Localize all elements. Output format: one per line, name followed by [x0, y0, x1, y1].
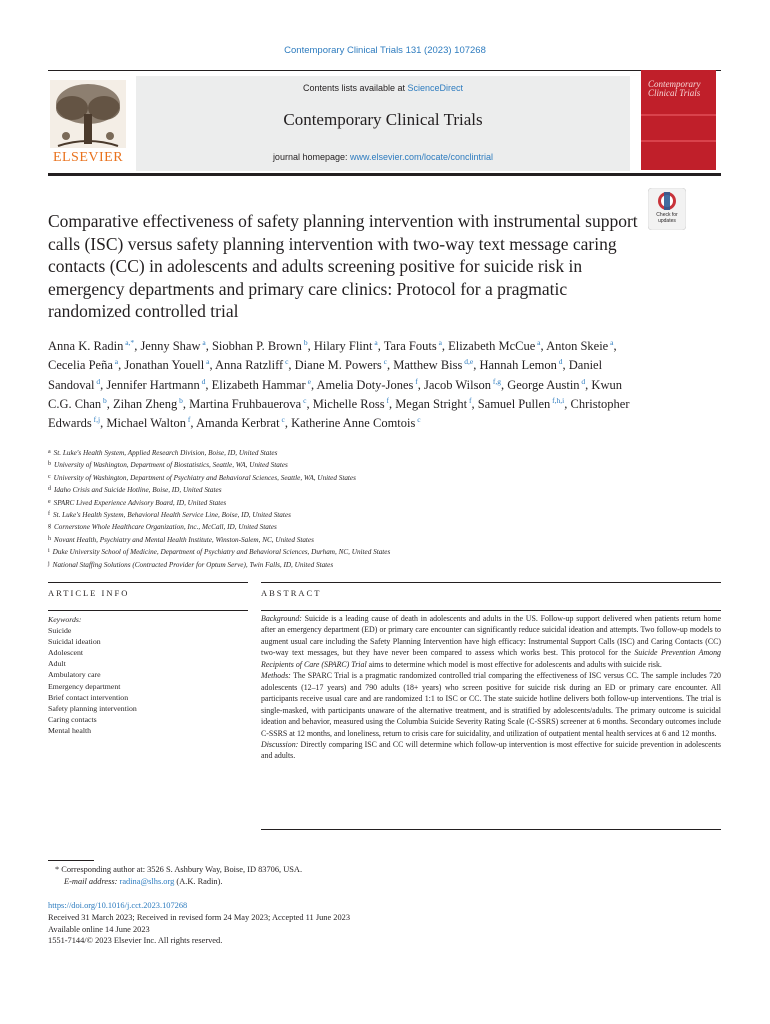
footnote-rule	[48, 860, 94, 861]
author-affiliation-marker[interactable]: a	[200, 338, 206, 347]
article-title: Comparative effectiveness of safety planning intervention with instrumental support calls (ISC) versus safety planning intervention with two-way text message caring contacts (CC) in adolescents and adults screening positive for suicide risk in emergency departments and primary care clinics: Protocol for a pragmatic randomized controlled trial	[48, 211, 638, 321]
contents-prefix: Contents lists available at	[302, 83, 408, 93]
corresponding-address: Corresponding author at: 3526 S. Ashbury Way, Boise, ID 83706, USA.	[61, 865, 303, 874]
email-tail: (A.K. Radin).	[174, 877, 223, 887]
keyword-item: Adolescent	[48, 648, 84, 658]
affiliation-marker: j	[48, 560, 50, 567]
keyword-item: Mental health	[48, 725, 92, 735]
abstract-body	[261, 613, 721, 762]
affiliation-text: St. Luke's Health System, Behavioral Health Service Line, Boise, ID, United States	[53, 511, 291, 520]
keywords-block	[48, 614, 248, 736]
author-affiliation-marker[interactable]: f,g	[490, 376, 501, 386]
author-name[interactable]: Jonathan Youell	[124, 358, 205, 373]
author-name[interactable]: Cecelia Peña	[48, 358, 113, 373]
affiliation-item	[48, 521, 708, 533]
elsevier-wordmark[interactable]: ELSEVIER	[52, 150, 124, 165]
abstract-methods	[261, 670, 721, 739]
discussion-label: Discussion:	[261, 739, 299, 749]
author-name[interactable]: Amelia Doty-Jones	[316, 377, 414, 392]
corresponding-author-footnote	[48, 864, 708, 888]
abstract-discussion	[261, 739, 721, 762]
author-affiliation-marker[interactable]: f	[467, 396, 472, 406]
journal-homepage-link[interactable]: www.elsevier.com/locate/conclintrial	[350, 152, 494, 162]
email-label: E-mail address:	[64, 877, 118, 887]
homepage-prefix: journal homepage:	[272, 152, 350, 162]
cover-stripe	[641, 114, 716, 116]
homepage-line	[136, 152, 630, 162]
author-name[interactable]: Hannah Lemon	[479, 358, 557, 373]
keyword-item: Ambulatory care	[48, 670, 101, 680]
abstract-inner-rule	[261, 610, 721, 611]
author-name[interactable]: Zihan Zheng	[113, 397, 178, 412]
author-affiliation-marker[interactable]: c	[415, 415, 421, 425]
discussion-text: Directly comparing ISC and CC will determine which follow-up intervention is most effective for suicide prevention in adolescents and adults.	[261, 739, 721, 761]
affiliation-marker: h	[48, 535, 51, 542]
author-affiliation-marker[interactable]: c	[283, 357, 289, 367]
affiliation-item	[48, 559, 708, 571]
author-list: Anna K. Radin $^{a,*}$, Jenny Shaw $^a$, Siobhan P. Brown $^b$, Hilary Flint $^a$, Tara Fouts $^a$, Elizabeth McCue $^a$, Anton Skeie $^a$, Cecelia Peña $^a$, Jonathan Youell $^a$, Anna Ratzliff $^c$, Diane M. Powers $^c$, Matthew Biss $^{d,e}$, Hannah Lemon $^d$, Daniel Sandoval $^d$, Jennifer Hartmann $^d$, Elizabeth Hammar $^e$, Amelia Doty-Jones $^f$, Jacob Wilson $^{f,g}$, George Austin $^d$, Kwun C.G. Chan $^b$, Zihan Zheng $^b$, Martina Fruhbauerova $^c$, Michelle Ross $^f$, Megan Stright $^f$, Samuel Pullen $^{f,h,i}$, Christopher Edwards $^{f,j}$, Michael Walton $^f$, Amanda Kerbrat $^c$, Katherine Anne Comtois $^c$	[48, 338, 630, 431]
author-affiliation-marker[interactable]: f	[384, 396, 389, 406]
author-affiliation-marker[interactable]: f,j	[91, 415, 101, 425]
author-affiliation-marker[interactable]: a	[436, 338, 442, 347]
author-name[interactable]: Elizabeth McCue	[448, 339, 536, 354]
author-name[interactable]: Siobhan P. Brown	[211, 339, 302, 354]
author-name[interactable]: Katherine Anne Comtois	[291, 416, 416, 431]
author-affiliation-marker[interactable]: f	[413, 376, 418, 386]
affiliation-text: SPARC Lived Experience Advisory Board, ID, United States	[53, 498, 227, 507]
author-name[interactable]: Diane M. Powers	[294, 358, 382, 373]
author-affiliation-marker[interactable]: b	[101, 396, 107, 406]
author-affiliation-marker[interactable]: b	[177, 396, 183, 406]
author-name[interactable]: George Austin	[507, 377, 580, 392]
background-text: Suicide is a leading cause of death in adolescents and adults in the US. Follow-up support delivered when patients return home after an emergency department (ED) or primary care encounter can significantly reduce suicidal ideation and attempts. Two follow-up models to augment usual care including the Safety Planning Intervention have high efficacy: Instrumental Support Calls (ISC) and Caring Contacts (CC) two-way text messages, but they have never been compared to assess which works best. This protocol for the	[261, 614, 721, 658]
author-name[interactable]: Samuel Pullen	[477, 397, 551, 412]
author-name[interactable]: Christopher Edwards	[48, 397, 630, 431]
keyword-item: Suicidal ideation	[48, 637, 101, 647]
author-affiliation-marker[interactable]: d	[199, 376, 206, 386]
author-name[interactable]: Amanda Kerbrat	[195, 416, 280, 431]
author-name[interactable]: Daniel Sandoval	[48, 358, 603, 392]
affiliation-item	[48, 497, 708, 509]
author-affiliation-marker[interactable]: b	[301, 338, 308, 347]
author-affiliation-marker[interactable]: f	[186, 415, 191, 425]
author-affiliation-marker[interactable]: c	[301, 396, 307, 406]
affiliation-marker: b	[48, 461, 51, 468]
author-name[interactable]: Kwun C.G. Chan	[48, 377, 622, 412]
author-affiliation-marker[interactable]: a	[535, 338, 541, 347]
author-affiliation-marker[interactable]: d	[579, 376, 586, 386]
affiliation-list	[48, 447, 708, 571]
affiliation-marker: f	[48, 511, 50, 518]
affiliation-item	[48, 484, 708, 496]
author-affiliation-marker[interactable]: a,*	[123, 338, 135, 347]
keyword-item: Emergency department	[48, 681, 121, 691]
affiliation-marker: a	[48, 449, 51, 455]
background-label: Background:	[261, 614, 302, 623]
abstract-heading: ABSTRACT	[261, 588, 322, 598]
author-name[interactable]: Martina Fruhbauerova	[189, 397, 302, 412]
author-name[interactable]: Jenny Shaw	[140, 339, 201, 354]
doi-link[interactable]: https://doi.org/10.1016/j.cct.2023.107268	[48, 901, 188, 910]
keyword-item: Adult	[48, 659, 66, 669]
affiliation-text: Idaho Crisis and Suicide Hotline, Boise, ID, United States	[54, 486, 222, 495]
affiliation-marker: e	[48, 498, 51, 505]
author-affiliation-marker[interactable]: d	[94, 376, 101, 386]
cover-stripe	[641, 140, 716, 142]
keyword-item: Brief contact intervention	[48, 692, 129, 702]
affiliation-text: University of Washington, Department of Biostatistics, Seattle, WA, United States	[54, 461, 288, 470]
background-trial-name: Suicide Prevention Among Recipients of Care (SPARC) Trial	[261, 648, 721, 669]
affiliation-text: University of Washington, Department of Psychiatry and Behavioral Sciences, Seattle, WA, United States	[53, 473, 356, 482]
affiliation-marker: c	[48, 473, 51, 480]
author-name[interactable]: Megan Stright	[395, 397, 468, 412]
author-name[interactable]: Jacob Wilson	[423, 377, 491, 392]
affiliation-marker: i	[48, 548, 50, 555]
author-affiliation-marker[interactable]: c	[381, 357, 388, 367]
affiliation-text: St. Luke's Health System, Applied Research Division, Boise, ID, United States	[53, 449, 278, 457]
journal-cover-image[interactable]	[641, 70, 716, 170]
journal-title: Contemporary Clinical Trials	[283, 110, 483, 129]
author-affiliation-marker[interactable]: c	[279, 415, 285, 425]
affiliation-marker: g	[48, 523, 51, 530]
masthead-top-rule	[48, 70, 721, 71]
author-name[interactable]: Jennifer Hartmann	[106, 377, 200, 392]
keyword-item: Safety planning intervention	[48, 703, 137, 713]
copyright-line: 1551-7144/© 2023 Elsevier Inc. All rights reserved.	[48, 936, 223, 946]
cover-title: Contemporary Clinical Trials	[648, 79, 701, 98]
affiliation-text: National Staffing Solutions (Contracted Provider for Optum Serve), Twin Falls, ID, United States	[52, 560, 334, 569]
keyword-item: Suicide	[48, 626, 72, 636]
affiliation-text: Cornerstone Whole Healthcare Organization, Inc., McCall, ID, United States	[54, 523, 277, 532]
abstract-background	[261, 613, 721, 670]
sciencedirect-link[interactable]: ScienceDirect	[407, 83, 464, 93]
affiliation-item	[48, 447, 708, 459]
abstract-bottom-rule	[261, 829, 721, 830]
affiliation-marker: d	[48, 486, 51, 493]
affiliation-item	[48, 472, 708, 484]
author-name[interactable]: Michelle Ross	[312, 397, 385, 412]
author-name[interactable]: Elizabeth Hammar	[211, 377, 306, 392]
author-affiliation-marker[interactable]: d,e	[462, 357, 474, 367]
affiliation-text: Novant Health, Psychiatry and Mental Health Institute, Winston-Salem, NC, United States	[54, 535, 314, 544]
author-name[interactable]: Anna Ratzliff	[215, 358, 284, 373]
article-info-rule	[48, 582, 248, 583]
author-email-link[interactable]: radina@slhs.org	[119, 877, 175, 887]
abstract-rule	[261, 582, 721, 583]
keywords-rule	[48, 610, 248, 611]
author-name[interactable]: Anton Skeie	[546, 339, 609, 354]
article-info-heading: ARTICLE INFO	[48, 588, 130, 598]
author-name[interactable]: Tara Fouts	[383, 339, 437, 354]
author-affiliation-marker[interactable]: a	[112, 357, 119, 367]
publication-info	[48, 900, 708, 947]
affiliation-item	[48, 509, 708, 521]
contents-line	[136, 83, 630, 93]
keyword-item: Caring contacts	[48, 714, 97, 724]
footnote-asterisk: *	[55, 865, 62, 874]
author-name[interactable]: Anna K. Radin	[48, 339, 124, 354]
author-affiliation-marker[interactable]: a	[372, 338, 378, 347]
affiliation-item	[48, 534, 708, 546]
author-affiliation-marker[interactable]: a	[204, 357, 210, 367]
affiliation-text: Duke University School of Medicine, Department of Psychiatry and Behavioral Sciences, Durham, NC, United States	[52, 548, 391, 557]
author-affiliation-marker[interactable]: f,h,i	[550, 396, 565, 406]
author-affiliation-marker[interactable]: d	[556, 357, 563, 367]
journal-reference-link[interactable]: Contemporary Clinical Trials 131 (2023) 107268	[284, 45, 486, 56]
check-for-updates-label: Check for updates	[656, 212, 678, 224]
author-name[interactable]: Hilary Flint	[313, 339, 373, 354]
methods-text: The SPARC Trial is a pragmatic randomized controlled trial comparing the effectiveness of ISC versus CC. The sample includes 720 adolescents (12–17 years) and 790 adults (18+ years) who screen positive for suicide risk during an ED or primary care encounter. All participants receive usual care and are randomized 1:1 to ISC or CC. The state suicide hotline delivers both follow-up interventions. The trial is single-masked, with participants unaware of the alternative treatment, and is stratified by adolescents/adults. The primary outcome is suicidal ideation and behavior, measured using the Columbia Suicide Severity Rating Scale (C-SSRS) screener at 6 months. Secondary outcomes include C-SSRS at 12 months, and loneliness, return to crisis care for suicidality, and utilization of outpatient mental health services at 6 and 12 months.	[261, 671, 721, 738]
keywords-list	[48, 625, 248, 736]
affiliation-item	[48, 546, 708, 558]
keywords-label: Keywords:	[48, 615, 82, 624]
background-tail: aims to determine which model is most effective for adolescents and adults with suicide risk.	[366, 659, 662, 669]
history-dates: Received 31 March 2023; Received in revised form 24 May 2023; Accepted 11 June 2023	[48, 912, 351, 922]
author-affiliation-marker[interactable]: a	[608, 338, 614, 347]
author-affiliation-marker[interactable]: e	[305, 376, 311, 386]
author-name[interactable]: Matthew Biss	[393, 358, 463, 373]
affiliation-item	[48, 459, 708, 471]
methods-label: Methods:	[261, 671, 291, 681]
masthead-bottom-rule	[48, 173, 721, 176]
author-name[interactable]: Michael Walton	[106, 416, 186, 431]
available-online-date: Available online 14 June 2023	[48, 924, 150, 934]
